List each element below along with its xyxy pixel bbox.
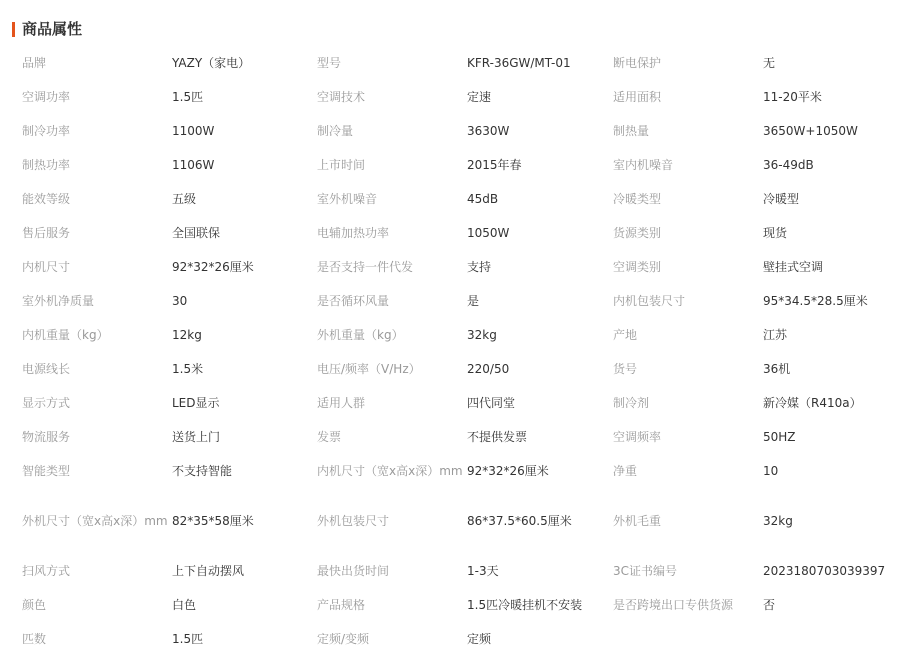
section-title: 商品属性: [22, 20, 83, 38]
attribute-label: [22, 147, 172, 181]
attribute-value-text: 30: [172, 294, 188, 308]
attribute-label: [317, 587, 467, 621]
attribute-label-text: 3C证书编号: [613, 564, 678, 578]
attribute-value-text: 冷暖型: [763, 192, 800, 206]
attribute-label-text: 电压/频率（V/Hz）: [317, 362, 421, 376]
attribute-label-text: 发票: [317, 430, 342, 444]
attribute-value: [172, 181, 317, 215]
attribute-label: [613, 215, 763, 249]
attribute-value-text: 1.5匹冷暖挂机不安装: [467, 598, 583, 612]
attribute-value: [172, 453, 317, 503]
attribute-label: [317, 453, 467, 503]
attribute-label: [22, 453, 172, 503]
attribute-value-text: 32kg: [763, 514, 793, 528]
attribute-label-text: 售后服务: [22, 226, 71, 240]
attribute-value-text: 定频: [467, 632, 492, 646]
attribute-value: [172, 553, 317, 587]
attribute-row: [22, 113, 892, 147]
attribute-value-text: 否: [763, 598, 776, 612]
attribute-label: [22, 317, 172, 351]
attribute-value: [172, 215, 317, 249]
attribute-label: [317, 249, 467, 283]
attribute-value: [172, 113, 317, 147]
attribute-value-text: 92*32*26厘米: [172, 260, 254, 274]
attribute-value: [172, 385, 317, 419]
attribute-label-text: 内机尺寸: [22, 260, 71, 274]
attribute-row: [22, 385, 892, 419]
attribute-label: [317, 283, 467, 317]
attribute-row: [22, 317, 892, 351]
attribute-label: [317, 45, 467, 79]
attribute-value: [763, 215, 892, 249]
attribute-label-text: 断电保护: [613, 56, 662, 70]
attribute-label-text: 最快出货时间: [317, 564, 390, 578]
attribute-value: [172, 79, 317, 113]
attribute-label-text: 智能类型: [22, 464, 71, 478]
attribute-label: [613, 147, 763, 181]
attribute-value-text: 送货上门: [172, 430, 221, 444]
attribute-label: [317, 113, 467, 147]
attribute-label-text: 适用人群: [317, 396, 366, 410]
attribute-value-text: 1100W: [172, 124, 215, 138]
attribute-value: [172, 419, 317, 453]
attribute-value-text: KFR-36GW/MT-01: [467, 56, 571, 70]
attribute-label: [317, 79, 467, 113]
attribute-label: [22, 79, 172, 113]
attribute-row: [22, 587, 892, 621]
attribute-label: [317, 215, 467, 249]
attribute-value-text: 不提供发票: [467, 430, 528, 444]
attribute-value: [467, 621, 613, 655]
attribute-label: [317, 181, 467, 215]
attribute-label: [317, 147, 467, 181]
attribute-label: [22, 45, 172, 79]
attribute-label-text: 制冷量: [317, 124, 354, 138]
attribute-label-text: 电辅加热功率: [317, 226, 390, 240]
attribute-value: [172, 587, 317, 621]
attribute-label: [317, 317, 467, 351]
attribute-label-text: 空调类别: [613, 260, 662, 274]
attribute-value: [172, 147, 317, 181]
attribute-label: [22, 351, 172, 385]
attribute-row: [22, 147, 892, 181]
attribute-value-text: 50HZ: [763, 430, 796, 444]
attribute-row: [22, 419, 892, 453]
attribute-value: [172, 317, 317, 351]
attribute-value-text: 1050W: [467, 226, 510, 240]
attribute-value: [467, 215, 613, 249]
attribute-value: [763, 147, 892, 181]
attribute-label: [613, 181, 763, 215]
attribute-value: [763, 419, 892, 453]
attribute-row: [22, 621, 892, 655]
attribute-value-text: 86*37.5*60.5厘米: [467, 514, 572, 528]
attribute-label: [22, 553, 172, 587]
attribute-row: [22, 215, 892, 249]
attribute-value: [467, 181, 613, 215]
attribute-value: [172, 351, 317, 385]
attribute-label-text: 上市时间: [317, 158, 366, 172]
attribute-label: [613, 283, 763, 317]
attribute-value-text: 四代同堂: [467, 396, 516, 410]
attribute-value-text: 45dB: [467, 192, 499, 206]
attribute-value: [763, 621, 892, 655]
attribute-value-text: 3650W+1050W: [763, 124, 858, 138]
attribute-value: [467, 283, 613, 317]
attribute-label-text: 定频/变频: [317, 632, 370, 646]
section-header: [12, 18, 82, 40]
attribute-value-text: 2015年春: [467, 158, 522, 172]
attribute-label-text: 产品规格: [317, 598, 366, 612]
attribute-label-text: 货号: [613, 362, 638, 376]
attributes-table: [22, 45, 892, 655]
attribute-label: [613, 621, 763, 655]
attribute-label-text: 空调技术: [317, 90, 366, 104]
attribute-label-text: 是否跨境出口专供货源: [613, 598, 734, 612]
attribute-value: [763, 385, 892, 419]
attribute-label: [613, 79, 763, 113]
attribute-row: [22, 553, 892, 587]
attribute-value-text: 92*32*26厘米: [467, 464, 549, 478]
attribute-label: [22, 283, 172, 317]
attribute-value: [467, 113, 613, 147]
attribute-value: [467, 385, 613, 419]
attribute-value-text: 32kg: [467, 328, 497, 342]
attribute-value: [467, 45, 613, 79]
attribute-label: [317, 621, 467, 655]
attribute-label: [22, 419, 172, 453]
attribute-row: [22, 283, 892, 317]
attribute-value: [763, 181, 892, 215]
attribute-value: [467, 587, 613, 621]
attribute-value-text: LED显示: [172, 396, 220, 410]
attribute-label: [22, 587, 172, 621]
attribute-label-text: 空调频率: [613, 430, 662, 444]
attribute-row: [22, 351, 892, 385]
attribute-value-text: 36机: [763, 362, 791, 376]
header-accent-bar: [12, 22, 15, 37]
attribute-value-text: 支持: [467, 260, 492, 274]
attribute-value-text: 新冷媒（R410a）: [763, 396, 862, 410]
attribute-label: [613, 587, 763, 621]
attribute-value-text: 1.5匹: [172, 632, 204, 646]
attribute-value: [467, 503, 613, 553]
attribute-value-text: 壁挂式空调: [763, 260, 824, 274]
attribute-value-text: 11-20平米: [763, 90, 822, 104]
attribute-value-text: 定速: [467, 90, 492, 104]
attribute-value: [763, 249, 892, 283]
attribute-value-text: 10: [763, 464, 779, 478]
attribute-label-text: 扫风方式: [22, 564, 71, 578]
attribute-label-text: 外机重量（kg）: [317, 328, 404, 342]
attribute-label: [613, 317, 763, 351]
attribute-label: [613, 113, 763, 147]
attribute-value-text: 36-49dB: [763, 158, 814, 172]
attribute-value-text: 不支持智能: [172, 464, 233, 478]
attribute-label: [613, 503, 763, 553]
attribute-row: [22, 181, 892, 215]
attribute-label: [317, 351, 467, 385]
attribute-label-text: 外机包装尺寸: [317, 514, 390, 528]
attribute-value: [763, 587, 892, 621]
attribute-value-text: 是: [467, 294, 480, 308]
attribute-value: [763, 317, 892, 351]
attribute-value-text: 1.5匹: [172, 90, 204, 104]
attribute-label-text: 净重: [613, 464, 638, 478]
attribute-row: [22, 45, 892, 79]
attribute-label: [613, 419, 763, 453]
attribute-label-text: 货源类别: [613, 226, 662, 240]
attribute-row: [22, 249, 892, 283]
attribute-value: [172, 503, 317, 553]
attribute-value-text: 五级: [172, 192, 197, 206]
attribute-label: [22, 503, 172, 553]
attribute-value: [763, 79, 892, 113]
attribute-value-text: 现货: [763, 226, 788, 240]
attribute-value-text: 12kg: [172, 328, 202, 342]
attribute-label-text: 颜色: [22, 598, 47, 612]
attribute-label: [317, 503, 467, 553]
attribute-label: [22, 215, 172, 249]
attribute-label-text: 外机尺寸（宽x高x深）mm: [22, 514, 168, 528]
attribute-label-text: 型号: [317, 56, 342, 70]
attribute-value: [172, 283, 317, 317]
attribute-value: [763, 283, 892, 317]
attribute-value-text: 3630W: [467, 124, 510, 138]
attribute-value: [467, 79, 613, 113]
attribute-label-text: 内机重量（kg）: [22, 328, 109, 342]
attribute-label: [22, 385, 172, 419]
attribute-value: [172, 621, 317, 655]
attribute-value: [763, 553, 892, 587]
attribute-value: [467, 249, 613, 283]
attribute-label-text: 是否循环风量: [317, 294, 390, 308]
attribute-value: [763, 503, 892, 553]
attribute-label-text: 空调功率: [22, 90, 71, 104]
attribute-label-text: 制热功率: [22, 158, 71, 172]
attribute-label: [317, 385, 467, 419]
attribute-value-text: 全国联保: [172, 226, 221, 240]
attribute-label-text: 匹数: [22, 632, 47, 646]
attribute-label: [317, 553, 467, 587]
attribute-label: [613, 453, 763, 503]
attribute-label: [613, 553, 763, 587]
attribute-label-text: 制冷剂: [613, 396, 650, 410]
attribute-value: [172, 45, 317, 79]
attribute-label: [613, 385, 763, 419]
attribute-value: [467, 553, 613, 587]
attribute-label-text: 外机毛重: [613, 514, 662, 528]
attribute-value-text: 白色: [172, 598, 197, 612]
attribute-value: [467, 453, 613, 503]
attribute-label-text: 是否支持一件代发: [317, 260, 414, 274]
attribute-label-text: 产地: [613, 328, 638, 342]
attribute-label: [22, 249, 172, 283]
attribute-value-text: 220/50: [467, 362, 510, 376]
attribute-label-text: 显示方式: [22, 396, 71, 410]
attribute-value: [467, 351, 613, 385]
attribute-label-text: 能效等级: [22, 192, 71, 206]
attribute-value: [467, 147, 613, 181]
attribute-value: [763, 45, 892, 79]
attribute-label-text: 冷暖类型: [613, 192, 662, 206]
attribute-label: [613, 351, 763, 385]
attribute-label-text: 电源线长: [22, 362, 71, 376]
attribute-label-text: 内机尺寸（宽x高x深）mm: [317, 464, 463, 478]
attribute-label: [22, 113, 172, 147]
attribute-value-text: 江苏: [763, 328, 788, 342]
attribute-label: [22, 181, 172, 215]
attribute-value: [467, 317, 613, 351]
attribute-value-text: 95*34.5*28.5厘米: [763, 294, 868, 308]
attribute-value: [467, 419, 613, 453]
attribute-label-text: 品牌: [22, 56, 47, 70]
attribute-label: [613, 249, 763, 283]
attribute-label-text: 制热量: [613, 124, 650, 138]
attribute-label-text: 室内机噪音: [613, 158, 674, 172]
attribute-label: [613, 45, 763, 79]
attribute-label: [317, 419, 467, 453]
attribute-value-text: 82*35*58厘米: [172, 514, 254, 528]
attribute-value: [763, 113, 892, 147]
attribute-label-text: 室外机噪音: [317, 192, 378, 206]
attribute-value-text: 上下自动摆风: [172, 564, 245, 578]
attribute-label-text: 制冷功率: [22, 124, 71, 138]
attribute-value-text: 1106W: [172, 158, 215, 172]
attribute-label-text: 内机包装尺寸: [613, 294, 686, 308]
attribute-value-text: 2023180703039397: [763, 564, 886, 578]
attribute-value-text: 1.5米: [172, 362, 204, 376]
attribute-label: [22, 621, 172, 655]
attribute-label-text: 物流服务: [22, 430, 71, 444]
attribute-row: [22, 453, 892, 503]
attribute-value-text: 1-3天: [467, 564, 499, 578]
attribute-value: [763, 351, 892, 385]
attribute-value-text: 无: [763, 56, 776, 70]
attribute-value-text: YAZY（家电）: [172, 56, 251, 70]
attribute-label-text: 适用面积: [613, 90, 662, 104]
attribute-row: [22, 79, 892, 113]
attribute-value: [763, 453, 892, 503]
attribute-row: [22, 503, 892, 553]
attribute-label-text: 室外机净质量: [22, 294, 95, 308]
attribute-value: [172, 249, 317, 283]
